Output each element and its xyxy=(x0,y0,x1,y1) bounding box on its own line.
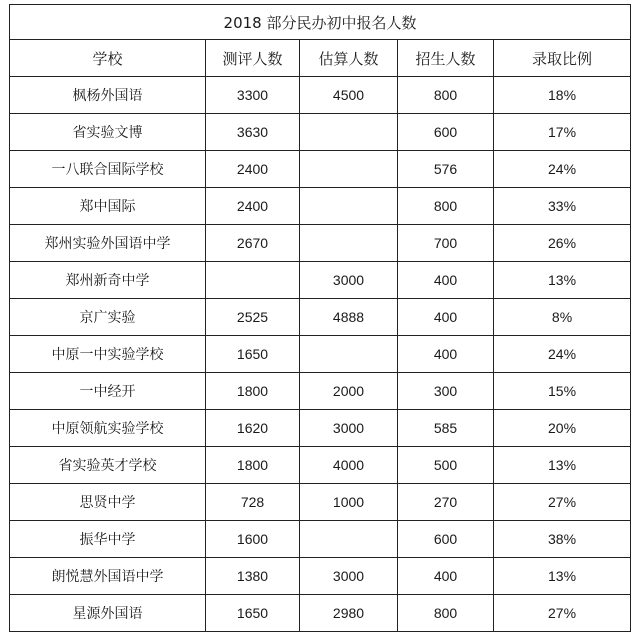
cell-school: 振华中学 xyxy=(10,521,206,558)
cell-estimated-count: 3000 xyxy=(300,262,398,299)
cell-tested-count: 1380 xyxy=(206,558,300,595)
cell-estimated-count xyxy=(300,521,398,558)
table-row xyxy=(10,336,631,373)
cell-tested-count: 1650 xyxy=(206,595,300,632)
cell-school: 枫杨外国语 xyxy=(10,77,206,114)
cell-estimated-count xyxy=(300,151,398,188)
cell-enrollment-count: 576 xyxy=(398,151,494,188)
cell-estimated-count: 4500 xyxy=(300,77,398,114)
header-school: 学校 xyxy=(10,40,206,77)
table-row xyxy=(10,188,631,225)
cell-estimated-count: 2980 xyxy=(300,595,398,632)
cell-estimated-count: 1000 xyxy=(300,484,398,521)
cell-tested-count: 3630 xyxy=(206,114,300,151)
cell-school: 星源外国语 xyxy=(10,595,206,632)
header-tested-count: 测评人数 xyxy=(206,40,300,77)
enrollment-table xyxy=(9,4,631,632)
cell-enrollment-count: 600 xyxy=(398,114,494,151)
table-header-row xyxy=(10,40,631,77)
enrollment-sheet xyxy=(9,4,630,632)
cell-estimated-count xyxy=(300,336,398,373)
cell-admission-ratio: 24% xyxy=(494,336,631,373)
cell-admission-ratio: 8% xyxy=(494,299,631,336)
table-row xyxy=(10,484,631,521)
table-row xyxy=(10,410,631,447)
cell-admission-ratio: 33% xyxy=(494,188,631,225)
cell-enrollment-count: 800 xyxy=(398,188,494,225)
table-row xyxy=(10,77,631,114)
cell-admission-ratio: 27% xyxy=(494,595,631,632)
cell-school: 省实验英才学校 xyxy=(10,447,206,484)
cell-school: 郑州实验外国语中学 xyxy=(10,225,206,262)
table-row xyxy=(10,521,631,558)
table-row xyxy=(10,595,631,632)
cell-enrollment-count: 300 xyxy=(398,373,494,410)
table-row xyxy=(10,558,631,595)
cell-estimated-count: 4888 xyxy=(300,299,398,336)
cell-school: 一八联合国际学校 xyxy=(10,151,206,188)
cell-school: 思贤中学 xyxy=(10,484,206,521)
cell-estimated-count xyxy=(300,188,398,225)
cell-enrollment-count: 500 xyxy=(398,447,494,484)
cell-tested-count: 3300 xyxy=(206,77,300,114)
header-estimated-count: 估算人数 xyxy=(300,40,398,77)
table-title: 2018 部分民办初中报名人数 xyxy=(10,5,631,40)
cell-estimated-count: 3000 xyxy=(300,558,398,595)
table-row xyxy=(10,262,631,299)
cell-school: 京广实验 xyxy=(10,299,206,336)
cell-admission-ratio: 20% xyxy=(494,410,631,447)
table-row xyxy=(10,225,631,262)
cell-tested-count: 2400 xyxy=(206,188,300,225)
cell-tested-count: 1650 xyxy=(206,336,300,373)
table-row xyxy=(10,447,631,484)
cell-tested-count: 1800 xyxy=(206,373,300,410)
cell-school: 中原领航实验学校 xyxy=(10,410,206,447)
cell-enrollment-count: 400 xyxy=(398,336,494,373)
cell-enrollment-count: 700 xyxy=(398,225,494,262)
cell-school: 郑中国际 xyxy=(10,188,206,225)
cell-estimated-count: 4000 xyxy=(300,447,398,484)
header-enrollment-count: 招生人数 xyxy=(398,40,494,77)
cell-enrollment-count: 270 xyxy=(398,484,494,521)
cell-enrollment-count: 400 xyxy=(398,262,494,299)
cell-tested-count: 1620 xyxy=(206,410,300,447)
cell-admission-ratio: 13% xyxy=(494,262,631,299)
table-row xyxy=(10,151,631,188)
table-row xyxy=(10,373,631,410)
cell-estimated-count: 3000 xyxy=(300,410,398,447)
cell-tested-count: 2670 xyxy=(206,225,300,262)
table-row xyxy=(10,299,631,336)
cell-admission-ratio: 17% xyxy=(494,114,631,151)
table-row xyxy=(10,114,631,151)
cell-enrollment-count: 400 xyxy=(398,558,494,595)
table-title-row xyxy=(10,5,631,40)
cell-enrollment-count: 585 xyxy=(398,410,494,447)
cell-admission-ratio: 13% xyxy=(494,447,631,484)
cell-admission-ratio: 18% xyxy=(494,77,631,114)
cell-school: 一中经开 xyxy=(10,373,206,410)
cell-estimated-count xyxy=(300,114,398,151)
cell-admission-ratio: 27% xyxy=(494,484,631,521)
cell-enrollment-count: 600 xyxy=(398,521,494,558)
cell-tested-count xyxy=(206,262,300,299)
cell-tested-count: 2400 xyxy=(206,151,300,188)
cell-admission-ratio: 26% xyxy=(494,225,631,262)
cell-estimated-count xyxy=(300,225,398,262)
cell-school: 朗悦慧外国语中学 xyxy=(10,558,206,595)
cell-school: 省实验文博 xyxy=(10,114,206,151)
cell-tested-count: 1800 xyxy=(206,447,300,484)
cell-admission-ratio: 24% xyxy=(494,151,631,188)
cell-school: 中原一中实验学校 xyxy=(10,336,206,373)
cell-tested-count: 728 xyxy=(206,484,300,521)
cell-admission-ratio: 15% xyxy=(494,373,631,410)
cell-admission-ratio: 13% xyxy=(494,558,631,595)
header-admission-ratio: 录取比例 xyxy=(494,40,631,77)
cell-tested-count: 1600 xyxy=(206,521,300,558)
cell-estimated-count: 2000 xyxy=(300,373,398,410)
cell-admission-ratio: 38% xyxy=(494,521,631,558)
cell-enrollment-count: 800 xyxy=(398,77,494,114)
cell-school: 郑州新奇中学 xyxy=(10,262,206,299)
cell-enrollment-count: 800 xyxy=(398,595,494,632)
cell-enrollment-count: 400 xyxy=(398,299,494,336)
cell-tested-count: 2525 xyxy=(206,299,300,336)
